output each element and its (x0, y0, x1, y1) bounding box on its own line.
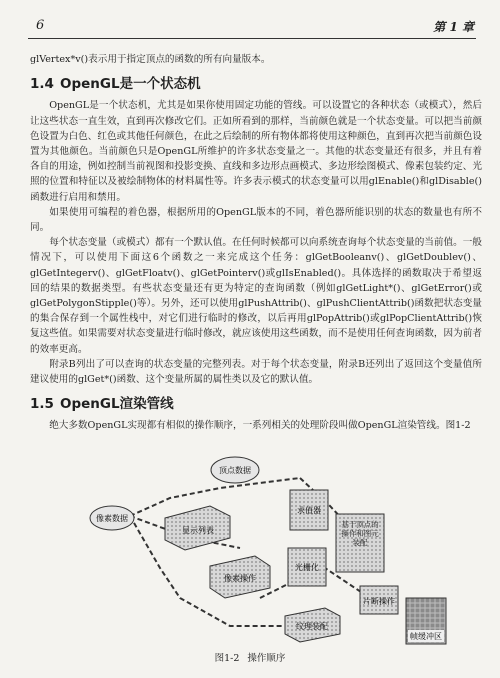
caption-text: 操作顺序 (247, 653, 286, 664)
paragraph: 如果使用可编程的着色器，根据所用的OpenGL版本的不同，着色器所能识别的状态的数量也有所不同。 (30, 206, 482, 234)
node-label: 显示列表 (182, 526, 214, 535)
section-number: 1.4 (30, 76, 54, 93)
paragraph: 每个状态变量（或模式）都有一个默认值。在任何时候都可以向系统查询每个状态变量的当前值。一般情况下，可以使用下面这6个函数之一来完成这个任务：glGetBooleanv()、glGetDoublev()、glGetIntegerv()、glGetFloatv()、glGetPointerv()或glIsEnabled()。具体选择的函数取决于希望返回的结果的数据类型。有些状态变量还有更为特定的查询函数（例如glGetLight*()、glGetError()或glGetPolygonStipple()等）。另外，还可以使用glPushAttrib()、glPushClientAttrib()函数把状态变量的集合保存到一个属性栈中，对它们进行临时的修改，以后再用glPopAttrib()或glPopClientAttrib()恢复这些值。如果需要对状态变量进行临时修改，就应该使用这些函数，而不是使用任何查询函数，因为前者的效率更高。 (30, 237, 482, 355)
paragraph: 绝大多数OpenGL实现都有相似的操作顺序，一系列相关的处理阶段叫做OpenGL渲染管线。图1-2 (49, 420, 471, 432)
pipeline-diagram (70, 448, 450, 648)
node-pixel-data (90, 506, 134, 530)
paragraph: 附录B列出了可以查询的状态变量的完整列表。对于每个状态变量，附录B还列出了返回这个变量值所建议使用的glGet*()函数、这个变量所属的属性类以及它的默认值。 (30, 358, 482, 386)
node-per-vertex-ops (336, 514, 384, 572)
section-heading-1-4 (30, 77, 482, 92)
node-label: 求值器 (297, 506, 321, 515)
node-evaluators (290, 490, 328, 530)
section-number: 1.5 (30, 396, 54, 413)
chapter-label: 第 1 章 (433, 20, 474, 34)
node-label: 纹理装配 (296, 622, 328, 631)
node-display-list (165, 506, 230, 550)
section-heading-1-5 (30, 397, 482, 412)
paragraph: OpenGL是一个状态机，尤其是如果你使用固定功能的管线。可以设置它的各种状态（或模式），然后让这些状态一直生效，直到再次修改它们。正如所看到的那样，当前颜色就是一个状态变量。可以把当前颜色设置为白色、红色或其他任何颜色，在此之后绘制的所有物体都将使用这种颜色，直到再次把当前颜色设置为其他颜色。当前颜色只是OpenGL所维护的许多状态变量之一。其他的状态变量还有很多，并且有着各自的用途，例如控制当前视图和投影变换、直线和多边形点画模式、多边形绘图模式、像素包装约定、光照的位置和特征以及被绘制物体的材料属性等。许多表示模式的状态变量可以用glEnable()和glDisable()函数进行启用和禁用。 (30, 100, 482, 203)
page-header (28, 16, 476, 39)
node-label: 光栅化 (295, 563, 319, 572)
intro-line: glVertex*v()表示用于指定顶点的函数的所有向量版本。 (30, 54, 271, 65)
node-texture-assembly (285, 608, 340, 642)
node-vertex-data (211, 457, 259, 483)
node-rasterization (288, 548, 326, 586)
figure-caption (0, 650, 500, 664)
section-title: OpenGL是一个状态机 (60, 76, 201, 93)
caption-label: 图1-2 (214, 653, 240, 664)
node-label: 像素数据 (96, 514, 128, 523)
node-label: 片断操作 (363, 597, 395, 606)
node-label: 像素操作 (224, 574, 256, 583)
node-pixel-ops (210, 556, 270, 598)
node-label: 帧缓冲区 (410, 632, 442, 641)
flow-paths (130, 478, 370, 626)
node-per-fragment-ops (360, 586, 398, 614)
node-label: 顶点数据 (219, 466, 251, 475)
page-number: 6 (36, 18, 45, 33)
page-content (30, 52, 482, 434)
node-framebuffer (406, 598, 446, 644)
section-title: OpenGL渲染管线 (60, 396, 174, 413)
node-label: 基于顶点的操作和图元装配 (341, 520, 379, 547)
